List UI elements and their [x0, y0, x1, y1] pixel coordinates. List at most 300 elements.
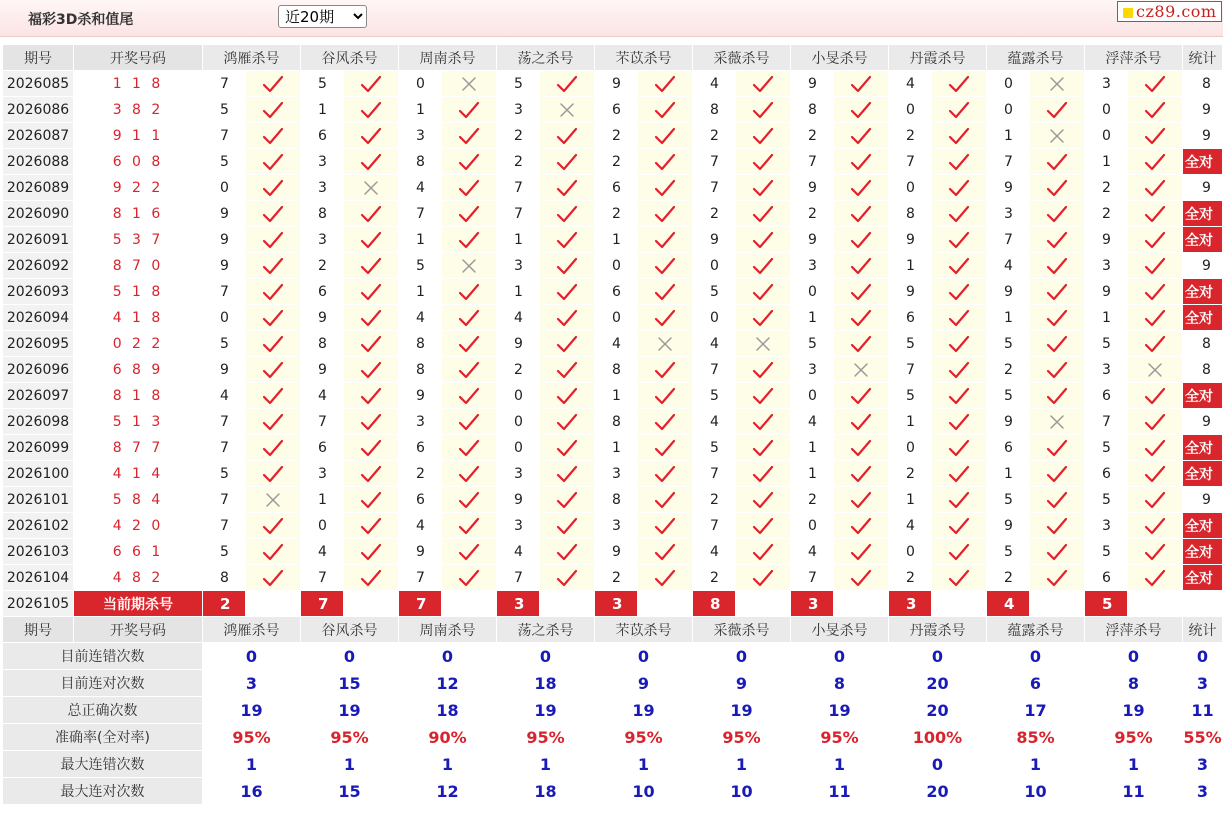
check-icon: [948, 231, 970, 249]
check-icon: [556, 387, 578, 405]
hit-mark: [932, 253, 987, 279]
killed-number: 8: [791, 97, 834, 123]
killed-number: 7: [203, 409, 246, 435]
check-icon: [948, 283, 970, 301]
draw-number: 1 1 8: [74, 71, 203, 97]
hit-mark: [442, 357, 497, 383]
row-stat: 9: [1183, 253, 1223, 279]
hit-mark: [540, 305, 595, 331]
check-icon: [262, 101, 284, 119]
killed-number: 7: [399, 565, 442, 591]
hit-mark: [834, 331, 889, 357]
hit-mark: [246, 305, 301, 331]
issue-number: 2026097: [3, 383, 74, 409]
hit-mark: [442, 123, 497, 149]
column-header-expert: 浮萍杀号: [1085, 617, 1183, 643]
hit-mark: [834, 539, 889, 565]
killed-number: 4: [497, 305, 540, 331]
killed-number: 4: [987, 253, 1030, 279]
killed-number: 4: [497, 539, 540, 565]
issue-number: 2026094: [3, 305, 74, 331]
all-correct-badge: 全对: [1183, 513, 1223, 539]
killed-number: 0: [497, 435, 540, 461]
hit-mark: [932, 71, 987, 97]
hit-mark: [442, 201, 497, 227]
check-icon: [948, 179, 970, 197]
summary-value: 17: [987, 697, 1085, 724]
hit-mark: [736, 97, 791, 123]
check-icon: [654, 413, 676, 431]
cross-icon: [1147, 362, 1163, 378]
hit-mark: [834, 227, 889, 253]
table-row: [3, 97, 1223, 123]
hit-mark: [344, 97, 399, 123]
hit-mark: [638, 461, 693, 487]
column-header-expert: 谷风杀号: [301, 45, 399, 71]
killed-number: 6: [987, 435, 1030, 461]
current-issue-number: 2026105: [3, 591, 74, 617]
empty-cell: [638, 591, 693, 617]
check-icon: [850, 205, 872, 223]
hit-mark: [442, 227, 497, 253]
hit-mark: [442, 149, 497, 175]
summary-row: [3, 778, 1223, 805]
killed-number: 6: [1085, 461, 1128, 487]
hit-mark: [834, 149, 889, 175]
hit-mark: [834, 461, 889, 487]
killed-number: 3: [497, 253, 540, 279]
hit-mark: [442, 331, 497, 357]
check-icon: [458, 413, 480, 431]
column-header-expert: 丹霞杀号: [889, 45, 987, 71]
issue-number: 2026093: [3, 279, 74, 305]
killed-number: 9: [987, 279, 1030, 305]
killed-number: 7: [203, 435, 246, 461]
cross-icon: [1049, 414, 1065, 430]
killed-number: 0: [693, 253, 736, 279]
check-icon: [262, 283, 284, 301]
hit-mark: [540, 383, 595, 409]
killed-number: 9: [497, 487, 540, 513]
check-icon: [262, 309, 284, 327]
check-icon: [1046, 569, 1068, 587]
killed-number: 9: [595, 71, 638, 97]
killed-number: 9: [889, 227, 932, 253]
killed-number: 1: [889, 487, 932, 513]
check-icon: [1046, 543, 1068, 561]
column-header-expert: 采薇杀号: [693, 617, 791, 643]
check-icon: [360, 569, 382, 587]
current-killed-number: 3: [791, 591, 834, 617]
hit-mark: [834, 279, 889, 305]
check-icon: [262, 543, 284, 561]
issue-number: 2026086: [3, 97, 74, 123]
hit-mark: [638, 487, 693, 513]
draw-number: 4 8 2: [74, 565, 203, 591]
draw-number: 9 2 2: [74, 175, 203, 201]
hit-mark: [736, 539, 791, 565]
hit-mark: [932, 305, 987, 331]
killed-number: 0: [203, 305, 246, 331]
check-icon: [556, 127, 578, 145]
killed-number: 9: [791, 71, 834, 97]
summary-value: 20: [889, 670, 987, 697]
draw-number: 0 2 2: [74, 331, 203, 357]
killed-number: 9: [987, 175, 1030, 201]
check-icon: [556, 517, 578, 535]
killed-number: 6: [595, 97, 638, 123]
check-icon: [458, 231, 480, 249]
killed-number: 8: [399, 331, 442, 357]
summary-value: 8: [791, 670, 889, 697]
issue-number: 2026102: [3, 513, 74, 539]
killed-number: 3: [1085, 513, 1128, 539]
check-icon: [262, 569, 284, 587]
killed-number: 0: [889, 539, 932, 565]
column-header-expert: 周南杀号: [399, 617, 497, 643]
hit-mark: [344, 461, 399, 487]
table-row: [3, 123, 1223, 149]
summary-value: 95%: [595, 724, 693, 751]
killed-number: 1: [497, 227, 540, 253]
hit-mark: [932, 513, 987, 539]
check-icon: [654, 283, 676, 301]
check-icon: [1046, 179, 1068, 197]
check-icon: [1144, 543, 1166, 561]
killed-number: 2: [889, 565, 932, 591]
check-icon: [752, 283, 774, 301]
summary-value: 18: [399, 697, 497, 724]
summary-value: 15: [301, 778, 399, 805]
check-icon: [458, 153, 480, 171]
hit-mark: [736, 409, 791, 435]
check-icon: [752, 153, 774, 171]
check-icon: [654, 439, 676, 457]
check-icon: [458, 335, 480, 353]
check-icon: [654, 179, 676, 197]
check-icon: [752, 491, 774, 509]
killed-number: 7: [693, 513, 736, 539]
table-row: [3, 435, 1223, 461]
hit-mark: [344, 513, 399, 539]
killed-number: 2: [595, 149, 638, 175]
check-icon: [262, 517, 284, 535]
killed-number: 1: [791, 305, 834, 331]
check-icon: [654, 205, 676, 223]
check-icon: [1046, 231, 1068, 249]
killed-number: 1: [1085, 149, 1128, 175]
check-icon: [1144, 153, 1166, 171]
killed-number: 8: [399, 149, 442, 175]
hit-mark: [638, 409, 693, 435]
check-icon: [262, 127, 284, 145]
hit-mark: [1030, 305, 1085, 331]
killed-number: 5: [203, 149, 246, 175]
hit-mark: [540, 149, 595, 175]
hit-mark: [736, 461, 791, 487]
killed-number: 1: [301, 97, 344, 123]
check-icon: [556, 465, 578, 483]
issue-number: 2026090: [3, 201, 74, 227]
killed-number: 7: [693, 461, 736, 487]
summary-value: 20: [889, 778, 987, 805]
current-killed-number: 2: [203, 591, 246, 617]
hit-mark: [1128, 513, 1183, 539]
killed-number: 2: [1085, 201, 1128, 227]
issue-number: 2026085: [3, 71, 74, 97]
killed-number: 8: [595, 357, 638, 383]
summary-value: 0: [889, 751, 987, 778]
brand-logo[interactable]: [1117, 1, 1222, 22]
killed-number: 7: [301, 565, 344, 591]
killed-number: 2: [987, 565, 1030, 591]
killed-number: 0: [203, 175, 246, 201]
killed-number: 5: [203, 461, 246, 487]
hit-mark: [1128, 123, 1183, 149]
hit-mark: [442, 97, 497, 123]
killed-number: 4: [595, 331, 638, 357]
column-header-expert: 鸿雁杀号: [203, 45, 301, 71]
killed-number: 5: [1085, 539, 1128, 565]
hit-mark: [1030, 175, 1085, 201]
check-icon: [948, 75, 970, 93]
killed-number: 2: [1085, 175, 1128, 201]
current-issue-row: [3, 591, 1223, 617]
all-correct-badge: 全对: [1183, 461, 1223, 487]
hit-mark: [932, 201, 987, 227]
check-icon: [948, 335, 970, 353]
killed-number: 7: [399, 201, 442, 227]
hit-mark: [736, 279, 791, 305]
check-icon: [262, 335, 284, 353]
check-icon: [458, 439, 480, 457]
hit-mark: [540, 357, 595, 383]
check-icon: [1144, 75, 1166, 93]
killed-number: 3: [497, 97, 540, 123]
summary-value: 20: [889, 697, 987, 724]
killed-number: 6: [889, 305, 932, 331]
draw-number: 3 8 2: [74, 97, 203, 123]
killed-number: 5: [987, 539, 1030, 565]
summary-value: 1: [1085, 751, 1183, 778]
check-icon: [1046, 257, 1068, 275]
miss-mark: [246, 487, 301, 513]
hit-mark: [1030, 331, 1085, 357]
draw-number: 8 1 6: [74, 201, 203, 227]
hit-mark: [344, 279, 399, 305]
killed-number: 0: [889, 435, 932, 461]
hit-mark: [246, 565, 301, 591]
check-icon: [850, 517, 872, 535]
killed-number: 7: [889, 357, 932, 383]
killed-number: 5: [1085, 435, 1128, 461]
hit-mark: [246, 461, 301, 487]
summary-label: 最大连对次数: [3, 778, 203, 805]
killed-number: 4: [301, 539, 344, 565]
summary-stat: 3: [1183, 670, 1223, 697]
killed-number: 4: [399, 513, 442, 539]
killed-number: 4: [301, 383, 344, 409]
period-select[interactable]: [278, 5, 367, 28]
column-header-expert: 丹霞杀号: [889, 617, 987, 643]
check-icon: [850, 491, 872, 509]
check-icon: [654, 569, 676, 587]
hit-mark: [638, 123, 693, 149]
miss-mark: [736, 331, 791, 357]
summary-value: 18: [497, 670, 595, 697]
miss-mark: [638, 331, 693, 357]
hit-mark: [442, 487, 497, 513]
hit-mark: [1128, 201, 1183, 227]
killed-number: 1: [301, 487, 344, 513]
killed-number: 0: [1085, 123, 1128, 149]
check-icon: [850, 231, 872, 249]
killed-number: 1: [987, 123, 1030, 149]
killed-number: 9: [1085, 279, 1128, 305]
all-correct-badge: 全对: [1183, 305, 1223, 331]
column-header-expert: 蕴露杀号: [987, 45, 1085, 71]
check-icon: [458, 569, 480, 587]
killed-number: 1: [595, 383, 638, 409]
table-row: [3, 201, 1223, 227]
column-header-expert: 蕴露杀号: [987, 617, 1085, 643]
check-icon: [556, 335, 578, 353]
check-icon: [458, 205, 480, 223]
empty-cell: [1030, 591, 1085, 617]
killed-number: 2: [791, 201, 834, 227]
current-killed-number: 7: [399, 591, 442, 617]
issue-number: 2026092: [3, 253, 74, 279]
check-icon: [458, 465, 480, 483]
killed-number: 0: [595, 253, 638, 279]
table-row: [3, 383, 1223, 409]
check-icon: [752, 101, 774, 119]
check-icon: [752, 205, 774, 223]
column-header-expert: 小旻杀号: [791, 617, 889, 643]
table-header-row: [3, 45, 1223, 71]
hit-mark: [344, 357, 399, 383]
killed-number: 0: [791, 383, 834, 409]
killed-number: 6: [301, 279, 344, 305]
row-stat: 9: [1183, 175, 1223, 201]
hit-mark: [638, 149, 693, 175]
draw-number: 4 1 4: [74, 461, 203, 487]
killed-number: 2: [497, 123, 540, 149]
hit-mark: [932, 357, 987, 383]
draw-number: 8 7 7: [74, 435, 203, 461]
hit-mark: [1030, 513, 1085, 539]
issue-number: 2026099: [3, 435, 74, 461]
summary-label: 最大连错次数: [3, 751, 203, 778]
killed-number: 2: [889, 461, 932, 487]
row-stat: 8: [1183, 71, 1223, 97]
summary-stat: 3: [1183, 778, 1223, 805]
check-icon: [654, 387, 676, 405]
check-icon: [948, 361, 970, 379]
column-header-expert: 荡之杀号: [497, 617, 595, 643]
hit-mark: [540, 227, 595, 253]
hit-mark: [1128, 253, 1183, 279]
killed-number: 9: [987, 513, 1030, 539]
current-kill-label: 当前期杀号: [74, 591, 203, 617]
column-header-expert: 谷风杀号: [301, 617, 399, 643]
hit-mark: [1128, 487, 1183, 513]
check-icon: [1046, 205, 1068, 223]
check-icon: [556, 309, 578, 327]
killed-number: 6: [399, 435, 442, 461]
miss-mark: [442, 253, 497, 279]
killed-number: 1: [889, 253, 932, 279]
killed-number: 9: [203, 227, 246, 253]
check-icon: [654, 543, 676, 561]
hit-mark: [344, 227, 399, 253]
check-icon: [556, 75, 578, 93]
check-icon: [262, 179, 284, 197]
check-icon: [948, 257, 970, 275]
check-icon: [948, 153, 970, 171]
hit-mark: [834, 305, 889, 331]
killed-number: 2: [693, 487, 736, 513]
summary-value: 1: [399, 751, 497, 778]
hit-mark: [344, 383, 399, 409]
check-icon: [360, 283, 382, 301]
check-icon: [458, 309, 480, 327]
check-icon: [850, 257, 872, 275]
check-icon: [654, 309, 676, 327]
killed-number: 9: [203, 253, 246, 279]
summary-stat: 11: [1183, 697, 1223, 724]
summary-value: 9: [693, 670, 791, 697]
summary-stat: 0: [1183, 643, 1223, 670]
check-icon: [850, 387, 872, 405]
hit-mark: [1128, 279, 1183, 305]
hit-mark: [638, 357, 693, 383]
summary-value: 19: [693, 697, 791, 724]
summary-stat: 3: [1183, 751, 1223, 778]
killed-number: 3: [791, 253, 834, 279]
killed-number: 0: [889, 97, 932, 123]
hit-mark: [1030, 253, 1085, 279]
hit-mark: [246, 123, 301, 149]
summary-value: 1: [595, 751, 693, 778]
check-icon: [458, 361, 480, 379]
killed-number: 9: [1085, 227, 1128, 253]
hit-mark: [932, 409, 987, 435]
hit-mark: [932, 565, 987, 591]
table-row: [3, 565, 1223, 591]
hit-mark: [1030, 383, 1085, 409]
check-icon: [262, 205, 284, 223]
cross-icon: [461, 258, 477, 274]
all-correct-badge: 全对: [1183, 201, 1223, 227]
hit-mark: [638, 279, 693, 305]
hit-mark: [932, 97, 987, 123]
draw-number: 9 1 1: [74, 123, 203, 149]
check-icon: [752, 569, 774, 587]
killed-number: 2: [889, 123, 932, 149]
check-icon: [360, 127, 382, 145]
killed-number: 6: [1085, 565, 1128, 591]
killed-number: 7: [987, 149, 1030, 175]
hit-mark: [638, 201, 693, 227]
column-header-stat: 统计: [1183, 617, 1223, 643]
check-icon: [850, 75, 872, 93]
killed-number: 7: [203, 71, 246, 97]
check-icon: [948, 387, 970, 405]
check-icon: [1046, 335, 1068, 353]
summary-value: 95%: [693, 724, 791, 751]
summary-value: 15: [301, 670, 399, 697]
